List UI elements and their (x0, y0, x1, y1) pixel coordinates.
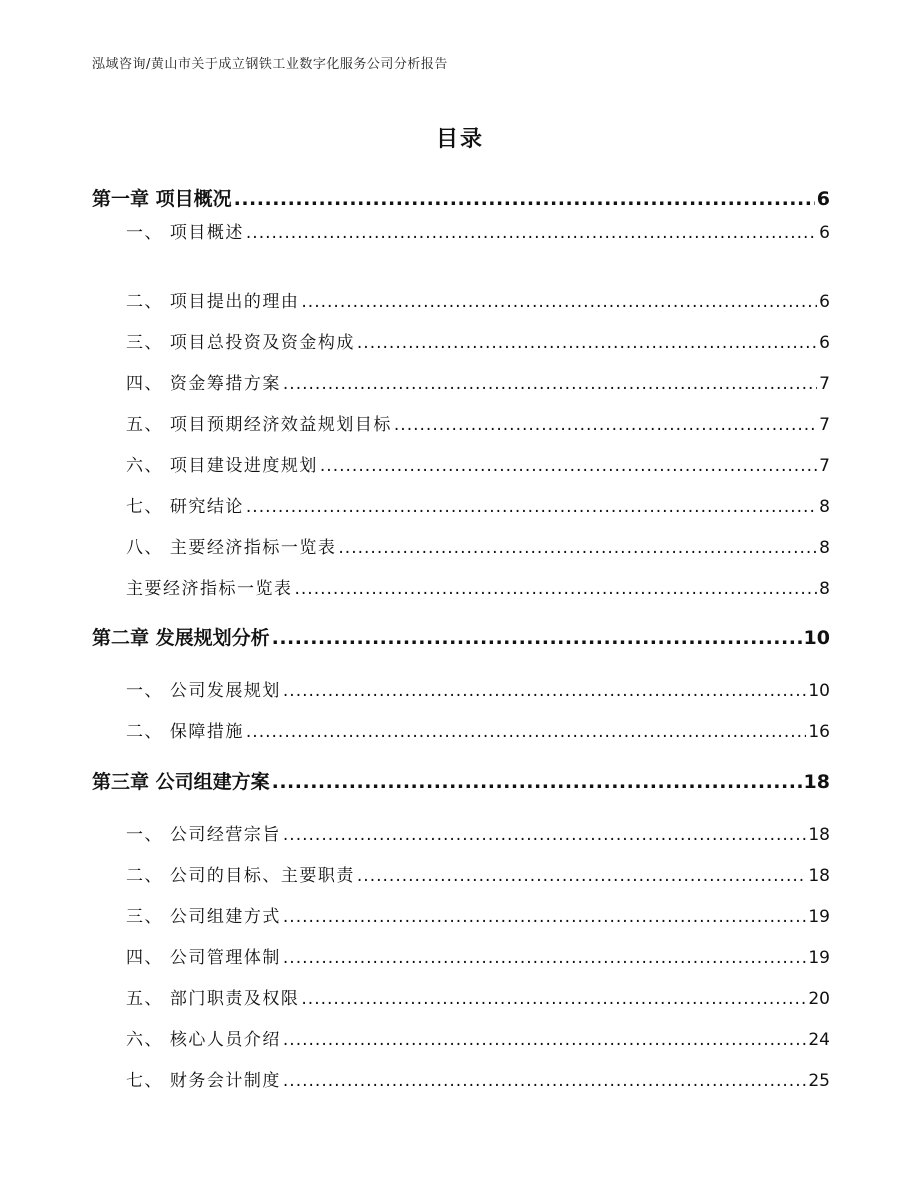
toc-section-entry[interactable] (126, 574, 830, 599)
dot-leader (283, 948, 806, 968)
dot-leader (295, 579, 818, 599)
toc-entry-label: 四、 资金筹措方案 (126, 374, 281, 394)
running-header: 泓域咨询/黄山市关于成立钢铁工业数字化服务公司分析报告 (92, 57, 448, 72)
toc-entry-page: 8 (819, 579, 830, 599)
dot-leader (283, 681, 806, 701)
toc-entry-label: 五、 项目预期经济效益规划目标 (126, 415, 392, 435)
toc-entry-page: 19 (808, 948, 830, 968)
toc-entry-page: 7 (819, 415, 830, 435)
toc-section-entry[interactable] (126, 861, 830, 886)
dot-leader (394, 415, 817, 435)
dot-leader (246, 497, 817, 517)
toc-entry-page: 8 (819, 538, 830, 558)
toc-section-entry[interactable] (126, 902, 830, 927)
dot-leader (357, 333, 817, 353)
toc-section-entry[interactable] (126, 369, 830, 394)
dot-leader (272, 627, 802, 649)
dot-leader (357, 866, 806, 886)
toc-chapter-entry[interactable] (92, 184, 830, 211)
toc-entry-label: 主要经济指标一览表 (126, 579, 293, 599)
toc-section-entry[interactable] (126, 451, 830, 476)
toc-entry-label: 六、 核心人员介绍 (126, 1030, 281, 1050)
toc-entry-page: 6 (816, 188, 830, 210)
toc-entry-page: 20 (808, 989, 830, 1009)
toc-entry-page: 6 (819, 292, 830, 312)
dot-leader (301, 989, 806, 1009)
toc-entry-label: 二、 保障措施 (126, 722, 244, 742)
toc-chapter-entry[interactable] (92, 623, 830, 650)
toc-entry-label: 第一章 项目概况 (92, 188, 232, 210)
toc-entry-page: 6 (819, 223, 830, 243)
toc-entry-page: 6 (819, 333, 830, 353)
dot-leader (246, 223, 817, 243)
dot-leader (283, 825, 806, 845)
toc-entry-page: 18 (808, 825, 830, 845)
toc-entry-page: 16 (808, 722, 830, 742)
dot-leader (320, 456, 817, 476)
dot-leader (234, 188, 815, 210)
toc-entry-label: 二、 公司的目标、主要职责 (126, 866, 355, 886)
dot-leader (338, 538, 817, 558)
toc-entry-page: 10 (803, 627, 830, 649)
toc-section-entry[interactable] (126, 328, 830, 353)
toc-entry-label: 四、 公司管理体制 (126, 948, 281, 968)
toc-section-entry[interactable] (126, 218, 830, 243)
toc-section-entry[interactable] (126, 717, 830, 742)
toc-entry-label: 三、 项目总投资及资金构成 (126, 333, 355, 353)
toc-section-entry[interactable] (126, 984, 830, 1009)
dot-leader (283, 1071, 806, 1091)
toc-entry-label: 一、 项目概述 (126, 223, 244, 243)
toc-entry-page: 24 (808, 1030, 830, 1050)
dot-leader (283, 907, 806, 927)
toc-section-entry[interactable] (126, 943, 830, 968)
toc-section-entry[interactable] (126, 1066, 830, 1091)
dot-leader (246, 722, 806, 742)
toc-entry-label: 六、 项目建设进度规划 (126, 456, 318, 476)
toc-section-entry[interactable] (126, 1025, 830, 1050)
toc-entry-label: 二、 项目提出的理由 (126, 292, 300, 312)
toc-section-entry[interactable] (126, 287, 830, 312)
toc-section-entry[interactable] (126, 533, 830, 558)
toc-entry-label: 五、 部门职责及权限 (126, 989, 300, 1009)
dot-leader (283, 374, 817, 394)
toc-entry-page: 25 (808, 1071, 830, 1091)
dot-leader (301, 292, 817, 312)
toc-entry-page: 19 (808, 907, 830, 927)
toc-entry-label: 七、 财务会计制度 (126, 1071, 281, 1091)
toc-section-entry[interactable] (126, 492, 830, 517)
toc-entry-page: 7 (819, 456, 830, 476)
dot-leader (272, 771, 802, 793)
toc-title: 目录 (435, 127, 484, 152)
toc-entry-label: 第二章 发展规划分析 (92, 627, 270, 649)
toc-entry-label: 八、 主要经济指标一览表 (126, 538, 337, 558)
toc-entry-label: 七、 研究结论 (126, 497, 244, 517)
toc-entry-label: 第三章 公司组建方案 (92, 771, 270, 793)
dot-leader (283, 1030, 806, 1050)
toc-entry-page: 7 (819, 374, 830, 394)
toc-entry-page: 18 (803, 771, 830, 793)
toc-entry-label: 一、 公司经营宗旨 (126, 825, 281, 845)
toc-entry-page: 10 (808, 681, 830, 701)
toc-section-entry[interactable] (126, 820, 830, 845)
toc-entry-page: 8 (819, 497, 830, 517)
toc-section-entry[interactable] (126, 676, 830, 701)
toc-entry-page: 18 (808, 866, 830, 886)
toc-entry-label: 一、 公司发展规划 (126, 681, 281, 701)
toc-section-entry[interactable] (126, 410, 830, 435)
toc-entry-label: 三、 公司组建方式 (126, 907, 281, 927)
toc-chapter-entry[interactable] (92, 767, 830, 794)
